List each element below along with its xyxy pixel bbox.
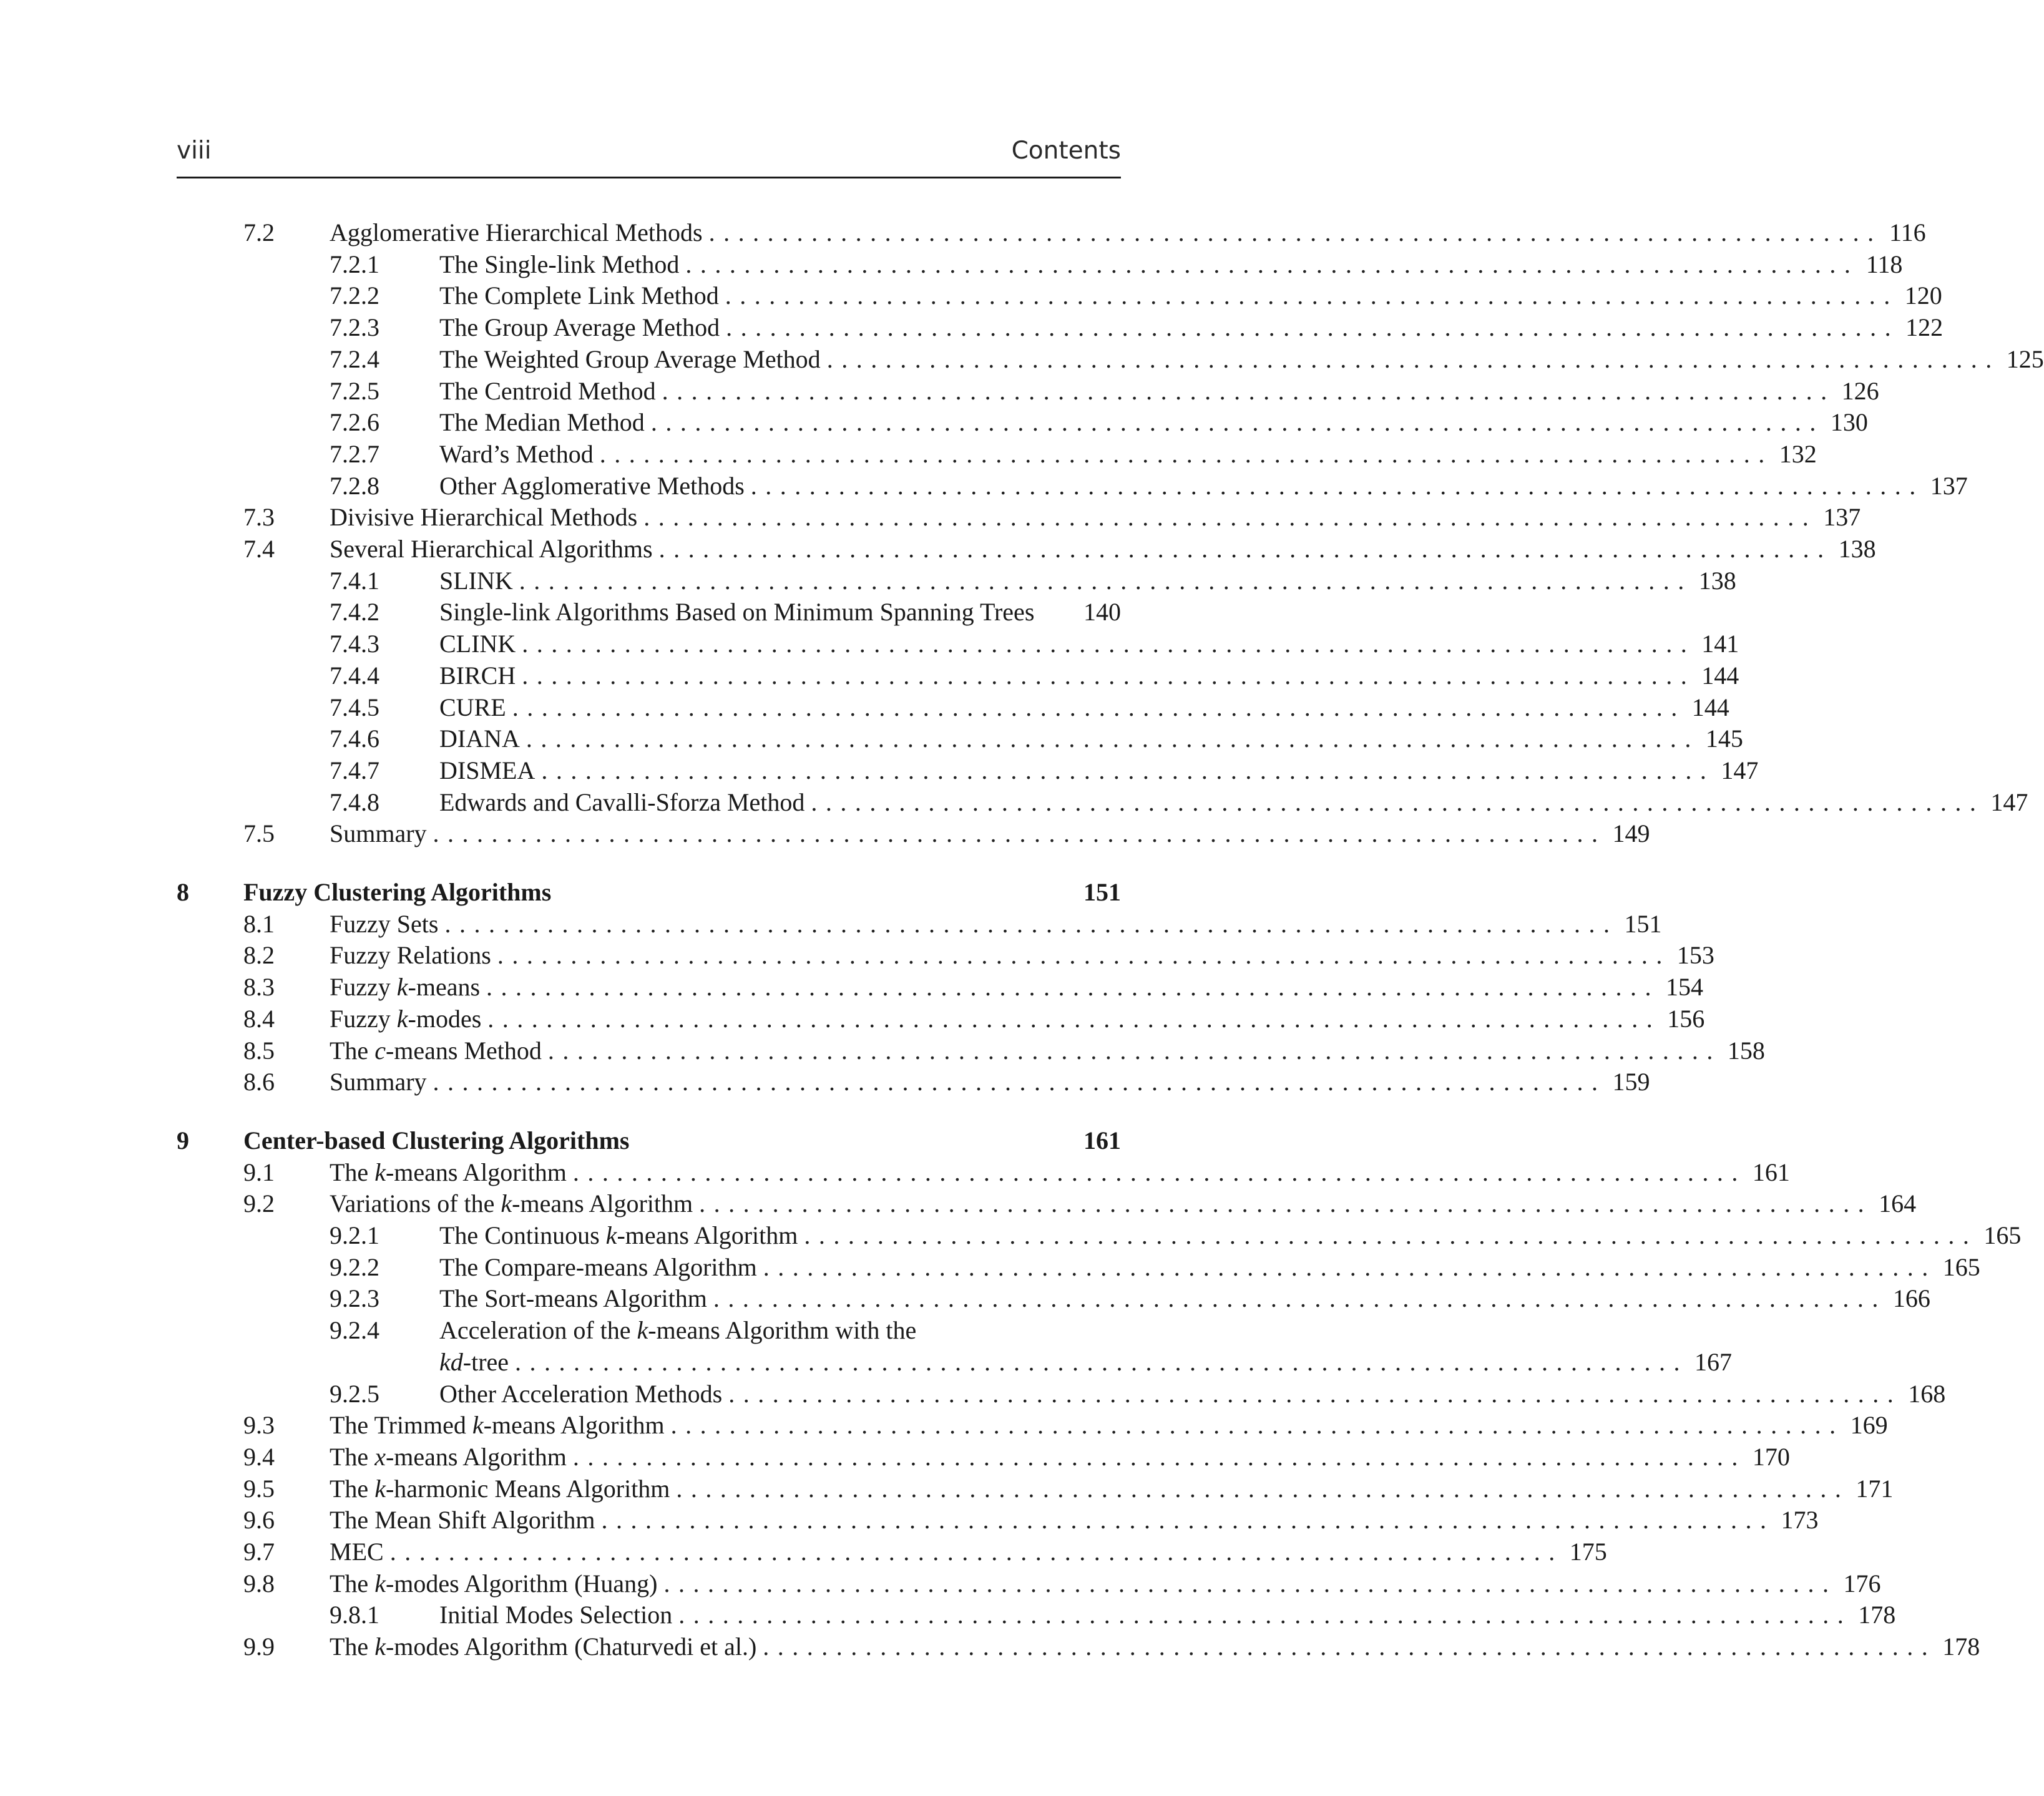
toc-entry-title: Single-link Algorithms Based on Minimum Spanning Trees xyxy=(439,598,1035,626)
toc-entry xyxy=(0,1220,2022,1251)
dot-leader: ................................................................................ xyxy=(763,1633,1937,1661)
toc-entry-title: CURE xyxy=(439,693,506,721)
toc-entry-number: 7.4 xyxy=(243,535,275,563)
toc-entry-page: 141 xyxy=(1701,630,1739,658)
toc-entry-title: Center-based Clustering Algorithms xyxy=(243,1126,630,1154)
dot-leader: ................................................................................ xyxy=(726,313,1900,341)
page-number: viii xyxy=(177,137,212,165)
toc-entry xyxy=(0,1252,1980,1283)
toc-entry xyxy=(0,1347,1733,1378)
toc-entry-page: 161 xyxy=(1752,1158,1790,1186)
toc-entry-number: 7.2.8 xyxy=(330,472,379,500)
toc-entry xyxy=(0,1442,1790,1473)
toc-entry-number: 7.2.1 xyxy=(330,250,379,278)
dot-leader: ................................................................................ xyxy=(444,910,1618,938)
toc-entry-page: 137 xyxy=(1930,472,1968,500)
toc-entry-title: The k-harmonic Means Algorithm xyxy=(330,1475,670,1503)
toc-entry-number: 9.6 xyxy=(243,1506,275,1534)
toc-entry xyxy=(0,1283,1930,1314)
toc-entry-title: The Trimmed k-means Algorithm xyxy=(330,1411,665,1439)
dot-leader: ................................................................................ xyxy=(713,1284,1887,1312)
toc-entry-title: The k-means Algorithm xyxy=(330,1158,567,1186)
toc-entry-number: 8.3 xyxy=(243,973,275,1001)
toc-entry-page: 147 xyxy=(1990,788,2028,816)
toc-entry-number: 7.2.4 xyxy=(330,345,379,373)
toc-entry xyxy=(0,565,1736,597)
dot-leader: ................................................................................ xyxy=(433,1068,1606,1096)
toc-entry-title: CLINK xyxy=(439,630,516,658)
toc-entry-page: 175 xyxy=(1569,1538,1607,1566)
toc-entry-number: 7.4.7 xyxy=(330,756,379,784)
toc-entry-page: 169 xyxy=(1850,1411,1888,1439)
toc-entry-number: 9.4 xyxy=(243,1443,275,1471)
toc-entry-title: Summary xyxy=(330,1068,427,1096)
toc-entry-title: The Single-link Method xyxy=(439,250,680,278)
toc-entry-page: 164 xyxy=(1879,1189,1917,1218)
toc-entry xyxy=(0,1066,1650,1098)
toc-entry-title: Other Agglomerative Methods xyxy=(439,472,745,500)
dot-leader: ................................................................................ xyxy=(728,1380,1902,1408)
toc-entry-number: 9.2.3 xyxy=(330,1284,379,1312)
toc-entry-title: The Sort-means Algorithm xyxy=(439,1284,707,1312)
toc-entry-page: 137 xyxy=(1823,503,1861,531)
toc-entry xyxy=(0,660,1739,691)
toc-entry-page: 151 xyxy=(1083,878,1121,906)
dot-leader: ................................................................................ xyxy=(699,1189,1873,1218)
toc-entry xyxy=(0,787,2028,818)
toc-entry-page: 173 xyxy=(1781,1506,1819,1534)
toc-entry-title: The Mean Shift Algorithm xyxy=(330,1506,595,1534)
toc-entry-page: 178 xyxy=(1858,1601,1896,1629)
dot-leader: ................................................................................ xyxy=(519,567,1693,595)
toc-entry-title: Fuzzy k-modes xyxy=(330,1005,482,1033)
toc-entry xyxy=(0,407,1868,438)
toc-entry-page: 144 xyxy=(1701,661,1739,690)
toc-entry xyxy=(0,972,1704,1003)
toc-entry-page: 166 xyxy=(1892,1284,1930,1312)
toc-entry-title: Divisive Hierarchical Methods xyxy=(330,503,638,531)
dot-leader: ................................................................................ xyxy=(643,503,1817,531)
dot-leader: ................................................................................ xyxy=(826,345,2000,373)
dot-leader: ................................................................................ xyxy=(685,250,1859,278)
toc-entry-page: 116 xyxy=(1889,218,1926,246)
toc-entry-number: 9.2.1 xyxy=(330,1221,379,1249)
toc-entry-title: Agglomerative Hierarchical Methods xyxy=(330,218,703,246)
dot-leader: ................................................................................ xyxy=(750,472,1924,500)
dot-leader: ................................................................................ xyxy=(512,693,1686,721)
toc-entry-page: 153 xyxy=(1676,941,1714,969)
toc-entry-page: 120 xyxy=(1904,281,1942,310)
header-rule xyxy=(177,177,1121,178)
dot-leader: ................................................................................ xyxy=(708,218,1882,246)
toc-entry-page: 125 xyxy=(2006,345,2044,373)
toc-entry-number: 7.4.4 xyxy=(330,661,379,690)
toc-entry-number: 8.2 xyxy=(243,941,275,969)
toc-entry-number: 9.9 xyxy=(243,1633,275,1661)
dot-leader: ................................................................................ xyxy=(522,630,1696,658)
toc-entry-title: The Compare-means Algorithm xyxy=(439,1253,757,1281)
dot-leader: ................................................................................ xyxy=(678,1601,1852,1629)
toc-entry xyxy=(0,597,1278,628)
dot-leader: ................................................................................ xyxy=(522,661,1696,690)
toc-entry xyxy=(0,1157,1790,1188)
toc-entry-page: 151 xyxy=(1624,910,1662,938)
dot-leader: ................................................................................ xyxy=(763,1253,1937,1281)
toc-entry-number: 7.2 xyxy=(243,218,275,246)
toc-entry xyxy=(0,1315,1278,1346)
toc-entry xyxy=(0,280,1942,311)
toc-entry-number: 7.2.5 xyxy=(330,377,379,405)
toc-entry-title: SLINK xyxy=(439,567,513,595)
toc-entry xyxy=(0,1003,1705,1035)
toc-entry-number: 7.3 xyxy=(243,503,275,531)
toc-entry-number: 9.3 xyxy=(243,1411,275,1439)
toc-entry-page: 140 xyxy=(1083,598,1121,626)
toc-entry xyxy=(0,628,1739,660)
toc-entry xyxy=(0,471,1968,502)
toc-entry-page: 170 xyxy=(1752,1443,1790,1471)
toc-entry xyxy=(0,1473,1894,1505)
toc-entry xyxy=(0,439,1817,470)
dot-leader: ................................................................................ xyxy=(670,1411,1844,1439)
toc-entry xyxy=(0,1631,1980,1662)
toc-entry-page: 158 xyxy=(1727,1037,1765,1065)
toc-entry xyxy=(0,217,1926,248)
toc-entry-title: DIANA xyxy=(439,725,520,753)
dot-leader: ................................................................................ xyxy=(547,1037,1721,1065)
toc-entry-page: 126 xyxy=(1841,377,1879,405)
toc-entry-page: 132 xyxy=(1779,440,1817,468)
toc-entry-page: 171 xyxy=(1856,1475,1894,1503)
toc-entry-title: Fuzzy k-means xyxy=(330,973,481,1001)
dot-leader: ................................................................................ xyxy=(725,281,1899,310)
toc-entry-page: 165 xyxy=(1983,1221,2022,1249)
toc-entry-number: 9.5 xyxy=(243,1475,275,1503)
toc-entry xyxy=(0,692,1729,723)
toc-entry-title: The Weighted Group Average Method xyxy=(439,345,821,373)
toc-entry-page: 156 xyxy=(1667,1005,1705,1033)
toc-entry-title: DISMEA xyxy=(439,756,535,784)
toc-entry-page: 176 xyxy=(1843,1569,1881,1598)
toc-entry-number: 8.6 xyxy=(243,1068,275,1096)
toc-entry xyxy=(0,818,1650,849)
toc-entry-page: 167 xyxy=(1694,1348,1733,1376)
dot-leader: ................................................................................ xyxy=(663,1569,1837,1598)
toc-chapter xyxy=(0,877,1278,908)
dot-leader: ................................................................................ xyxy=(804,1221,1978,1249)
toc-entry-title: The x-means Algorithm xyxy=(330,1443,567,1471)
toc-entry xyxy=(0,909,1662,940)
toc-entry-number: 7.2.7 xyxy=(330,440,379,468)
toc-entry-title: Fuzzy Relations xyxy=(330,941,491,969)
toc-entry-title: kd-tree xyxy=(439,1348,509,1376)
running-title: Contents xyxy=(1011,137,1121,165)
toc-entry-number: 7.4.6 xyxy=(330,725,379,753)
toc-entry xyxy=(0,1035,1765,1066)
toc-entry-title: Several Hierarchical Algorithms xyxy=(330,535,653,563)
toc-entry xyxy=(0,534,1876,565)
toc-entry-title: The Complete Link Method xyxy=(439,281,719,310)
toc-entry-number: 9.2.2 xyxy=(330,1253,379,1281)
toc-entry-number: 9.2 xyxy=(243,1189,275,1218)
toc-entry-number: 9.7 xyxy=(243,1538,275,1566)
toc-entry-title: Variations of the k-means Algorithm xyxy=(330,1189,693,1218)
toc-entry-page: 144 xyxy=(1691,693,1729,721)
toc-entry-page: 149 xyxy=(1612,819,1650,847)
toc-entry-number: 8.4 xyxy=(243,1005,275,1033)
toc-entry-number: 9.8.1 xyxy=(330,1601,379,1629)
toc-entry-number: 7.4.8 xyxy=(330,788,379,816)
toc-entry-title: The Centroid Method xyxy=(439,377,656,405)
toc-entry-number: 9.2.5 xyxy=(330,1380,379,1408)
toc-entry xyxy=(0,1568,1881,1599)
toc-entry-number: 7.4.2 xyxy=(330,598,379,626)
toc-chapter xyxy=(0,1125,1278,1156)
toc-entry-title: Acceleration of the k-means Algorithm with the xyxy=(439,1316,917,1344)
toc-entry xyxy=(0,312,1944,343)
toc-entry-title: Other Acceleration Methods xyxy=(439,1380,723,1408)
toc-entry-title: The k-modes Algorithm (Chaturvedi et al.) xyxy=(330,1633,757,1661)
toc-entry-title: The Continuous k-means Algorithm xyxy=(439,1221,798,1249)
dot-leader: ................................................................................ xyxy=(486,973,1660,1001)
toc-entry xyxy=(0,1536,1607,1568)
dot-leader: ................................................................................ xyxy=(541,756,1715,784)
toc-entry-number: 9.8 xyxy=(243,1569,275,1598)
toc-entry-page: 138 xyxy=(1838,535,1876,563)
dot-leader: ................................................................................ xyxy=(389,1538,1563,1566)
toc-entry xyxy=(0,1379,1946,1410)
toc-entry-number: 7.4.3 xyxy=(330,630,379,658)
toc-entry xyxy=(0,1410,1888,1441)
toc-entry-title: BIRCH xyxy=(439,661,516,690)
dot-leader: ................................................................................ xyxy=(658,535,1832,563)
toc-entry-page: 165 xyxy=(1942,1253,1980,1281)
toc-entry-title: Initial Modes Selection xyxy=(439,1601,673,1629)
dot-leader: ................................................................................ xyxy=(601,1506,1775,1534)
toc-entry-page: 154 xyxy=(1666,973,1704,1001)
toc-entry xyxy=(0,1599,1896,1631)
toc-entry-number: 7.5 xyxy=(243,819,275,847)
toc-entry-title: Edwards and Cavalli-Sforza Method xyxy=(439,788,805,816)
dot-leader: ................................................................................ xyxy=(515,1348,1689,1376)
toc-entry-title: The c-means Method xyxy=(330,1037,542,1065)
toc-entry-number: 7.4.1 xyxy=(330,567,379,595)
toc-entry-page: 130 xyxy=(1830,408,1868,436)
dot-leader: ................................................................................ xyxy=(497,941,1671,969)
dot-leader: ................................................................................ xyxy=(676,1475,1850,1503)
toc-entry-number: 7.2.6 xyxy=(330,408,379,436)
dot-leader: ................................................................................ xyxy=(662,377,1836,405)
toc-entry-page: 168 xyxy=(1908,1380,1946,1408)
dot-leader: ................................................................................ xyxy=(811,788,1985,816)
toc-entry xyxy=(0,344,2044,375)
dot-leader: ................................................................................ xyxy=(572,1443,1746,1471)
toc-entry-title: The k-modes Algorithm (Huang) xyxy=(330,1569,658,1598)
toc-entry-title: MEC xyxy=(330,1538,384,1566)
toc-entry-title: Ward’s Method xyxy=(439,440,594,468)
toc-entry-title: Summary xyxy=(330,819,427,847)
toc-entry xyxy=(0,940,1714,971)
toc-entry-page: 147 xyxy=(1721,756,1759,784)
dot-leader: ................................................................................ xyxy=(572,1158,1746,1186)
toc-entry-number: 9.1 xyxy=(243,1158,275,1186)
toc-entry xyxy=(0,1188,1917,1219)
toc-entry xyxy=(0,755,1759,786)
toc-entry-page: 178 xyxy=(1942,1633,1980,1661)
dot-leader: ................................................................................ xyxy=(487,1005,1661,1033)
toc-entry-number: 7.2.2 xyxy=(330,281,379,310)
toc-entry-page: 145 xyxy=(1705,725,1743,753)
toc-entry xyxy=(0,1505,1819,1536)
toc-entry-number: 9.2.4 xyxy=(330,1316,379,1344)
dot-leader: ................................................................................ xyxy=(599,440,1773,468)
dot-leader: ................................................................................ xyxy=(650,408,1824,436)
toc-entry-number: 7.4.5 xyxy=(330,693,379,721)
toc-entry-page: 122 xyxy=(1905,313,1944,341)
toc-entry xyxy=(0,502,1861,533)
toc-entry-number: 7.2.3 xyxy=(330,313,379,341)
dot-leader: ................................................................................ xyxy=(526,725,1699,753)
toc-entry-title: Fuzzy Clustering Algorithms xyxy=(243,878,552,906)
dot-leader: ................................................................................ xyxy=(433,819,1606,847)
toc-entry-title: Fuzzy Sets xyxy=(330,910,439,938)
toc-entry xyxy=(0,376,1879,407)
toc-entry-title: The Median Method xyxy=(439,408,645,436)
toc-entry-number: 8 xyxy=(177,878,189,906)
toc-entry xyxy=(0,723,1743,754)
toc-entry-number: 8.1 xyxy=(243,910,275,938)
toc-entry-title: The Group Average Method xyxy=(439,313,720,341)
toc-entry-page: 159 xyxy=(1612,1068,1650,1096)
toc-entry-page: 138 xyxy=(1698,567,1736,595)
toc-entry-number: 8.5 xyxy=(243,1037,275,1065)
toc-entry-page: 118 xyxy=(1866,250,1903,278)
toc-entry-page: 161 xyxy=(1083,1126,1121,1154)
toc-entry xyxy=(0,249,1903,280)
toc-entry-number: 9 xyxy=(177,1126,189,1154)
